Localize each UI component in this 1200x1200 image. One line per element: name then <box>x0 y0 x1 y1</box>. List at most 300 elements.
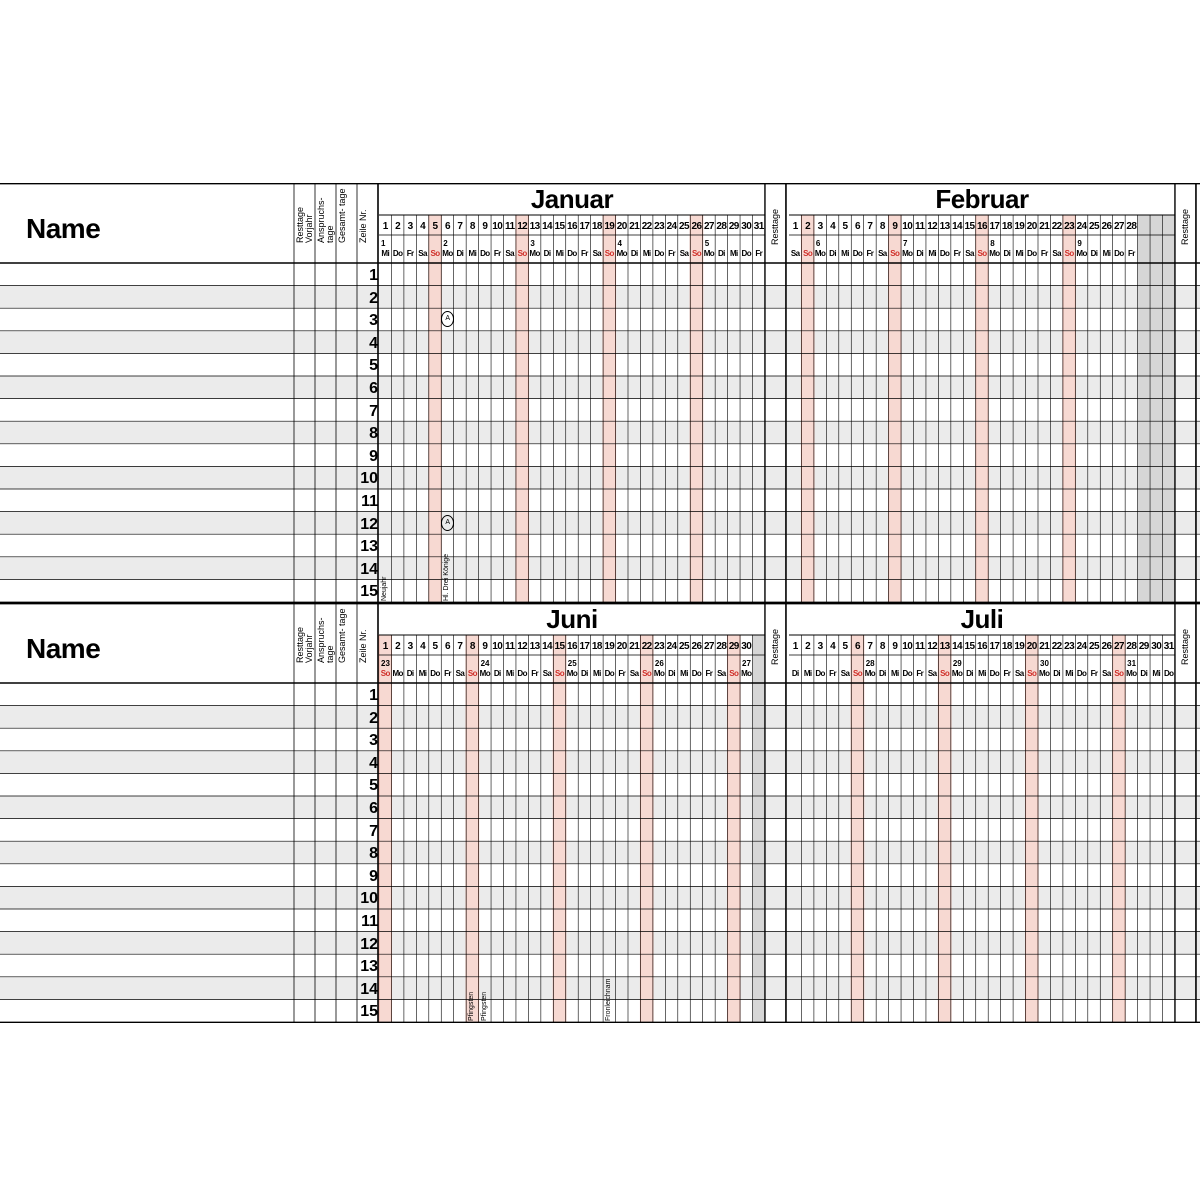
day-cell[interactable] <box>441 683 453 706</box>
day-cell[interactable] <box>1050 977 1062 1000</box>
day-cell[interactable] <box>690 286 702 309</box>
day-cell[interactable] <box>976 421 988 444</box>
day-cell[interactable] <box>441 977 453 1000</box>
day-cell[interactable] <box>391 841 403 864</box>
day-cell[interactable] <box>379 999 391 1022</box>
day-cell[interactable] <box>864 353 876 376</box>
day-cell[interactable] <box>951 353 963 376</box>
day-cell[interactable] <box>703 751 715 774</box>
day-cell[interactable] <box>628 353 640 376</box>
day-cell[interactable] <box>926 864 938 887</box>
day-cell[interactable] <box>441 886 453 909</box>
day-cell[interactable] <box>826 286 838 309</box>
day-cell[interactable] <box>1100 353 1112 376</box>
day-cell[interactable] <box>864 286 876 309</box>
day-cell[interactable] <box>988 886 1000 909</box>
day-cell[interactable] <box>901 308 913 331</box>
day-cell[interactable] <box>1113 376 1125 399</box>
day-cell[interactable] <box>801 263 813 286</box>
day-cell[interactable] <box>616 683 628 706</box>
day-cell[interactable] <box>616 534 628 557</box>
day-cell[interactable] <box>1125 376 1137 399</box>
day-cell[interactable] <box>1113 864 1125 887</box>
day-cell[interactable] <box>441 399 453 422</box>
day-cell[interactable] <box>454 706 466 729</box>
day-cell[interactable] <box>914 999 926 1022</box>
day-cell[interactable] <box>1038 977 1050 1000</box>
day-cell[interactable] <box>1050 886 1062 909</box>
day-cell[interactable] <box>938 819 950 842</box>
day-cell[interactable] <box>491 977 503 1000</box>
day-cell[interactable] <box>429 286 441 309</box>
day-cell[interactable] <box>876 263 888 286</box>
day-cell[interactable] <box>578 954 590 977</box>
day-cell[interactable] <box>1050 308 1062 331</box>
day-cell[interactable] <box>566 579 578 602</box>
day-cell[interactable] <box>988 796 1000 819</box>
day-cell[interactable] <box>1050 999 1062 1022</box>
day-cell[interactable] <box>839 286 851 309</box>
day-cell[interactable] <box>516 773 528 796</box>
day-cell[interactable] <box>851 932 863 955</box>
day-cell[interactable] <box>963 466 975 489</box>
day-cell[interactable] <box>616 886 628 909</box>
day-cell[interactable] <box>690 557 702 580</box>
day-cell[interactable] <box>616 308 628 331</box>
day-cell[interactable] <box>976 841 988 864</box>
day-cell[interactable] <box>1138 796 1150 819</box>
day-cell[interactable] <box>715 353 727 376</box>
day-cell[interactable] <box>454 331 466 354</box>
day-cell[interactable] <box>1125 534 1137 557</box>
day-cell[interactable] <box>591 773 603 796</box>
day-cell[interactable] <box>1088 932 1100 955</box>
day-cell[interactable] <box>914 773 926 796</box>
day-cell[interactable] <box>976 489 988 512</box>
day-cell[interactable] <box>690 534 702 557</box>
day-cell[interactable] <box>728 557 740 580</box>
day-cell[interactable] <box>1088 909 1100 932</box>
day-cell[interactable] <box>491 557 503 580</box>
day-cell[interactable] <box>914 751 926 774</box>
day-cell[interactable] <box>938 751 950 774</box>
day-cell[interactable] <box>1063 489 1075 512</box>
day-cell[interactable] <box>404 512 416 535</box>
day-cell[interactable] <box>938 376 950 399</box>
day-cell[interactable] <box>616 376 628 399</box>
day-cell[interactable] <box>826 841 838 864</box>
day-cell[interactable] <box>851 819 863 842</box>
day-cell[interactable] <box>1001 308 1013 331</box>
day-cell[interactable] <box>851 841 863 864</box>
day-cell[interactable] <box>404 751 416 774</box>
day-cell[interactable] <box>703 466 715 489</box>
day-cell[interactable] <box>1075 489 1087 512</box>
day-cell[interactable] <box>578 534 590 557</box>
day-cell[interactable] <box>391 886 403 909</box>
day-cell[interactable] <box>901 579 913 602</box>
day-cell[interactable] <box>553 886 565 909</box>
day-cell[interactable] <box>938 263 950 286</box>
day-cell[interactable] <box>1038 308 1050 331</box>
day-cell[interactable] <box>814 706 826 729</box>
day-cell[interactable] <box>528 263 540 286</box>
day-cell[interactable] <box>566 751 578 774</box>
day-cell[interactable] <box>541 796 553 819</box>
day-cell[interactable] <box>416 683 428 706</box>
day-cell[interactable] <box>851 886 863 909</box>
day-cell[interactable] <box>640 683 652 706</box>
day-cell[interactable] <box>851 534 863 557</box>
day-cell[interactable] <box>938 841 950 864</box>
day-cell[interactable] <box>441 353 453 376</box>
day-cell[interactable] <box>963 331 975 354</box>
day-cell[interactable] <box>814 534 826 557</box>
day-cell[interactable] <box>988 773 1000 796</box>
day-cell[interactable] <box>690 909 702 932</box>
day-cell[interactable] <box>1138 977 1150 1000</box>
day-cell[interactable] <box>1088 512 1100 535</box>
day-cell[interactable] <box>851 263 863 286</box>
day-cell[interactable] <box>1113 819 1125 842</box>
day-cell[interactable] <box>1075 534 1087 557</box>
day-cell[interactable] <box>1026 399 1038 422</box>
day-cell[interactable] <box>926 331 938 354</box>
day-cell[interactable] <box>1026 466 1038 489</box>
day-cell[interactable] <box>441 728 453 751</box>
day-cell[interactable] <box>889 841 901 864</box>
day-cell[interactable] <box>988 909 1000 932</box>
day-cell[interactable] <box>801 706 813 729</box>
day-cell[interactable] <box>901 909 913 932</box>
day-cell[interactable] <box>715 954 727 977</box>
day-cell[interactable] <box>789 864 801 887</box>
day-cell[interactable] <box>864 376 876 399</box>
day-cell[interactable] <box>1075 353 1087 376</box>
day-cell[interactable] <box>1013 534 1025 557</box>
day-cell[interactable] <box>541 263 553 286</box>
day-cell[interactable] <box>1013 466 1025 489</box>
day-cell[interactable] <box>789 796 801 819</box>
day-cell[interactable] <box>454 376 466 399</box>
day-cell[interactable] <box>789 728 801 751</box>
day-cell[interactable] <box>665 706 677 729</box>
day-cell[interactable] <box>789 512 801 535</box>
day-cell[interactable] <box>988 932 1000 955</box>
day-cell[interactable] <box>1075 683 1087 706</box>
day-cell[interactable] <box>466 999 478 1022</box>
day-cell[interactable] <box>703 954 715 977</box>
day-cell[interactable] <box>578 376 590 399</box>
day-cell[interactable] <box>976 579 988 602</box>
day-cell[interactable] <box>864 886 876 909</box>
day-cell[interactable] <box>703 683 715 706</box>
day-cell[interactable] <box>728 308 740 331</box>
day-cell[interactable] <box>690 579 702 602</box>
day-cell[interactable] <box>416 534 428 557</box>
day-cell[interactable] <box>851 773 863 796</box>
day-cell[interactable] <box>814 932 826 955</box>
day-cell[interactable] <box>938 512 950 535</box>
day-cell[interactable] <box>591 444 603 467</box>
day-cell[interactable] <box>578 864 590 887</box>
day-cell[interactable] <box>379 954 391 977</box>
day-cell[interactable] <box>690 886 702 909</box>
day-cell[interactable] <box>864 308 876 331</box>
day-cell[interactable] <box>379 977 391 1000</box>
day-cell[interactable] <box>801 421 813 444</box>
day-cell[interactable] <box>553 376 565 399</box>
day-cell[interactable] <box>1013 819 1025 842</box>
day-cell[interactable] <box>851 286 863 309</box>
day-cell[interactable] <box>566 534 578 557</box>
day-cell[interactable] <box>740 932 752 955</box>
day-cell[interactable] <box>988 954 1000 977</box>
day-cell[interactable] <box>1113 489 1125 512</box>
day-cell[interactable] <box>839 977 851 1000</box>
day-cell[interactable] <box>801 286 813 309</box>
day-cell[interactable] <box>914 331 926 354</box>
day-cell[interactable] <box>528 773 540 796</box>
day-cell[interactable] <box>379 308 391 331</box>
day-cell[interactable] <box>566 444 578 467</box>
day-cell[interactable] <box>963 286 975 309</box>
day-cell[interactable] <box>951 796 963 819</box>
day-cell[interactable] <box>1138 886 1150 909</box>
day-cell[interactable] <box>454 444 466 467</box>
day-cell[interactable] <box>553 999 565 1022</box>
day-cell[interactable] <box>553 466 565 489</box>
day-cell[interactable] <box>826 932 838 955</box>
day-cell[interactable] <box>504 909 516 932</box>
day-cell[interactable] <box>703 841 715 864</box>
day-cell[interactable] <box>441 579 453 602</box>
day-cell[interactable] <box>1038 263 1050 286</box>
day-cell[interactable] <box>889 286 901 309</box>
day-cell[interactable] <box>379 706 391 729</box>
day-cell[interactable] <box>479 728 491 751</box>
day-cell[interactable] <box>404 353 416 376</box>
day-cell[interactable] <box>628 579 640 602</box>
day-cell[interactable] <box>640 706 652 729</box>
day-cell[interactable] <box>1013 954 1025 977</box>
day-cell[interactable] <box>914 421 926 444</box>
day-cell[interactable] <box>876 331 888 354</box>
day-cell[interactable] <box>963 706 975 729</box>
day-cell[interactable] <box>1150 728 1162 751</box>
day-cell[interactable] <box>753 331 765 354</box>
day-cell[interactable] <box>678 819 690 842</box>
day-cell[interactable] <box>1100 512 1112 535</box>
day-cell[interactable] <box>1038 954 1050 977</box>
day-cell[interactable] <box>938 909 950 932</box>
day-cell[interactable] <box>628 331 640 354</box>
day-cell[interactable] <box>591 534 603 557</box>
day-cell[interactable] <box>1125 999 1137 1022</box>
day-cell[interactable] <box>1038 376 1050 399</box>
day-cell[interactable] <box>603 421 615 444</box>
day-cell[interactable] <box>926 444 938 467</box>
day-cell[interactable] <box>665 932 677 955</box>
day-cell[interactable] <box>566 706 578 729</box>
day-cell[interactable] <box>901 864 913 887</box>
day-cell[interactable] <box>789 886 801 909</box>
day-cell[interactable] <box>665 534 677 557</box>
day-cell[interactable] <box>603 466 615 489</box>
day-cell[interactable] <box>1113 841 1125 864</box>
day-cell[interactable] <box>963 534 975 557</box>
day-cell[interactable] <box>864 512 876 535</box>
day-cell[interactable] <box>429 534 441 557</box>
day-cell[interactable] <box>1001 683 1013 706</box>
name-cell[interactable] <box>0 444 294 467</box>
day-cell[interactable] <box>504 841 516 864</box>
day-cell[interactable] <box>466 444 478 467</box>
day-cell[interactable] <box>951 819 963 842</box>
day-cell[interactable] <box>678 534 690 557</box>
day-cell[interactable] <box>690 489 702 512</box>
day-cell[interactable] <box>491 864 503 887</box>
day-cell[interactable] <box>553 353 565 376</box>
day-cell[interactable] <box>864 932 876 955</box>
day-cell[interactable] <box>914 512 926 535</box>
day-cell[interactable] <box>466 886 478 909</box>
day-cell[interactable] <box>516 954 528 977</box>
day-cell[interactable] <box>951 773 963 796</box>
name-cell[interactable] <box>0 796 294 819</box>
day-cell[interactable] <box>504 308 516 331</box>
day-cell[interactable] <box>628 706 640 729</box>
day-cell[interactable] <box>491 534 503 557</box>
day-cell[interactable] <box>839 751 851 774</box>
day-cell[interactable] <box>914 683 926 706</box>
day-cell[interactable] <box>1150 864 1162 887</box>
day-cell[interactable] <box>628 376 640 399</box>
day-cell[interactable] <box>566 399 578 422</box>
day-cell[interactable] <box>429 376 441 399</box>
day-cell[interactable] <box>889 796 901 819</box>
day-cell[interactable] <box>753 263 765 286</box>
day-cell[interactable] <box>938 932 950 955</box>
day-cell[interactable] <box>1063 773 1075 796</box>
day-cell[interactable] <box>379 512 391 535</box>
day-cell[interactable] <box>653 353 665 376</box>
day-cell[interactable] <box>864 773 876 796</box>
day-cell[interactable] <box>851 489 863 512</box>
day-cell[interactable] <box>640 954 652 977</box>
day-cell[interactable] <box>1013 263 1025 286</box>
day-cell[interactable] <box>715 512 727 535</box>
day-cell[interactable] <box>653 706 665 729</box>
day-cell[interactable] <box>553 841 565 864</box>
day-cell[interactable] <box>1100 932 1112 955</box>
day-cell[interactable] <box>541 534 553 557</box>
day-cell[interactable] <box>454 512 466 535</box>
day-cell[interactable] <box>1100 773 1112 796</box>
day-cell[interactable] <box>1075 557 1087 580</box>
day-cell[interactable] <box>628 796 640 819</box>
day-cell[interactable] <box>914 864 926 887</box>
day-cell[interactable] <box>1001 932 1013 955</box>
day-cell[interactable] <box>753 353 765 376</box>
day-cell[interactable] <box>826 421 838 444</box>
day-cell[interactable] <box>963 399 975 422</box>
day-cell[interactable] <box>653 728 665 751</box>
day-cell[interactable] <box>504 353 516 376</box>
day-cell[interactable] <box>1001 534 1013 557</box>
day-cell[interactable] <box>504 796 516 819</box>
day-cell[interactable] <box>603 263 615 286</box>
day-cell[interactable] <box>1038 353 1050 376</box>
day-cell[interactable] <box>616 864 628 887</box>
day-cell[interactable] <box>1075 579 1087 602</box>
day-cell[interactable] <box>441 796 453 819</box>
day-cell[interactable] <box>740 977 752 1000</box>
day-cell[interactable] <box>591 421 603 444</box>
name-cell[interactable] <box>0 489 294 512</box>
day-cell[interactable] <box>528 557 540 580</box>
day-cell[interactable] <box>1088 841 1100 864</box>
day-cell[interactable] <box>1063 557 1075 580</box>
day-cell[interactable] <box>926 399 938 422</box>
day-cell[interactable] <box>466 512 478 535</box>
day-cell[interactable] <box>416 954 428 977</box>
day-cell[interactable] <box>988 489 1000 512</box>
day-cell[interactable] <box>1113 683 1125 706</box>
day-cell[interactable] <box>864 796 876 819</box>
day-cell[interactable] <box>1063 444 1075 467</box>
day-cell[interactable] <box>789 466 801 489</box>
day-cell[interactable] <box>876 819 888 842</box>
day-cell[interactable] <box>1063 819 1075 842</box>
day-cell[interactable] <box>814 331 826 354</box>
day-cell[interactable] <box>416 932 428 955</box>
day-cell[interactable] <box>1163 773 1175 796</box>
day-cell[interactable] <box>753 512 765 535</box>
day-cell[interactable] <box>653 819 665 842</box>
day-cell[interactable] <box>703 263 715 286</box>
day-cell[interactable] <box>801 308 813 331</box>
day-cell[interactable] <box>591 954 603 977</box>
day-cell[interactable] <box>814 954 826 977</box>
day-cell[interactable] <box>1013 376 1025 399</box>
day-cell[interactable] <box>728 909 740 932</box>
day-cell[interactable] <box>466 421 478 444</box>
day-cell[interactable] <box>391 864 403 887</box>
day-cell[interactable] <box>914 353 926 376</box>
day-cell[interactable] <box>404 909 416 932</box>
day-cell[interactable] <box>441 286 453 309</box>
day-cell[interactable] <box>566 353 578 376</box>
day-cell[interactable] <box>479 683 491 706</box>
day-cell[interactable] <box>715 796 727 819</box>
day-cell[interactable] <box>491 796 503 819</box>
day-cell[interactable] <box>690 841 702 864</box>
day-cell[interactable] <box>441 263 453 286</box>
day-cell[interactable] <box>1026 751 1038 774</box>
day-cell[interactable] <box>454 489 466 512</box>
day-cell[interactable] <box>504 932 516 955</box>
day-cell[interactable] <box>926 466 938 489</box>
day-cell[interactable] <box>876 557 888 580</box>
name-cell[interactable] <box>0 376 294 399</box>
day-cell[interactable] <box>404 466 416 489</box>
day-cell[interactable] <box>379 796 391 819</box>
day-cell[interactable] <box>578 706 590 729</box>
day-cell[interactable] <box>616 286 628 309</box>
day-cell[interactable] <box>789 376 801 399</box>
day-cell[interactable] <box>591 286 603 309</box>
